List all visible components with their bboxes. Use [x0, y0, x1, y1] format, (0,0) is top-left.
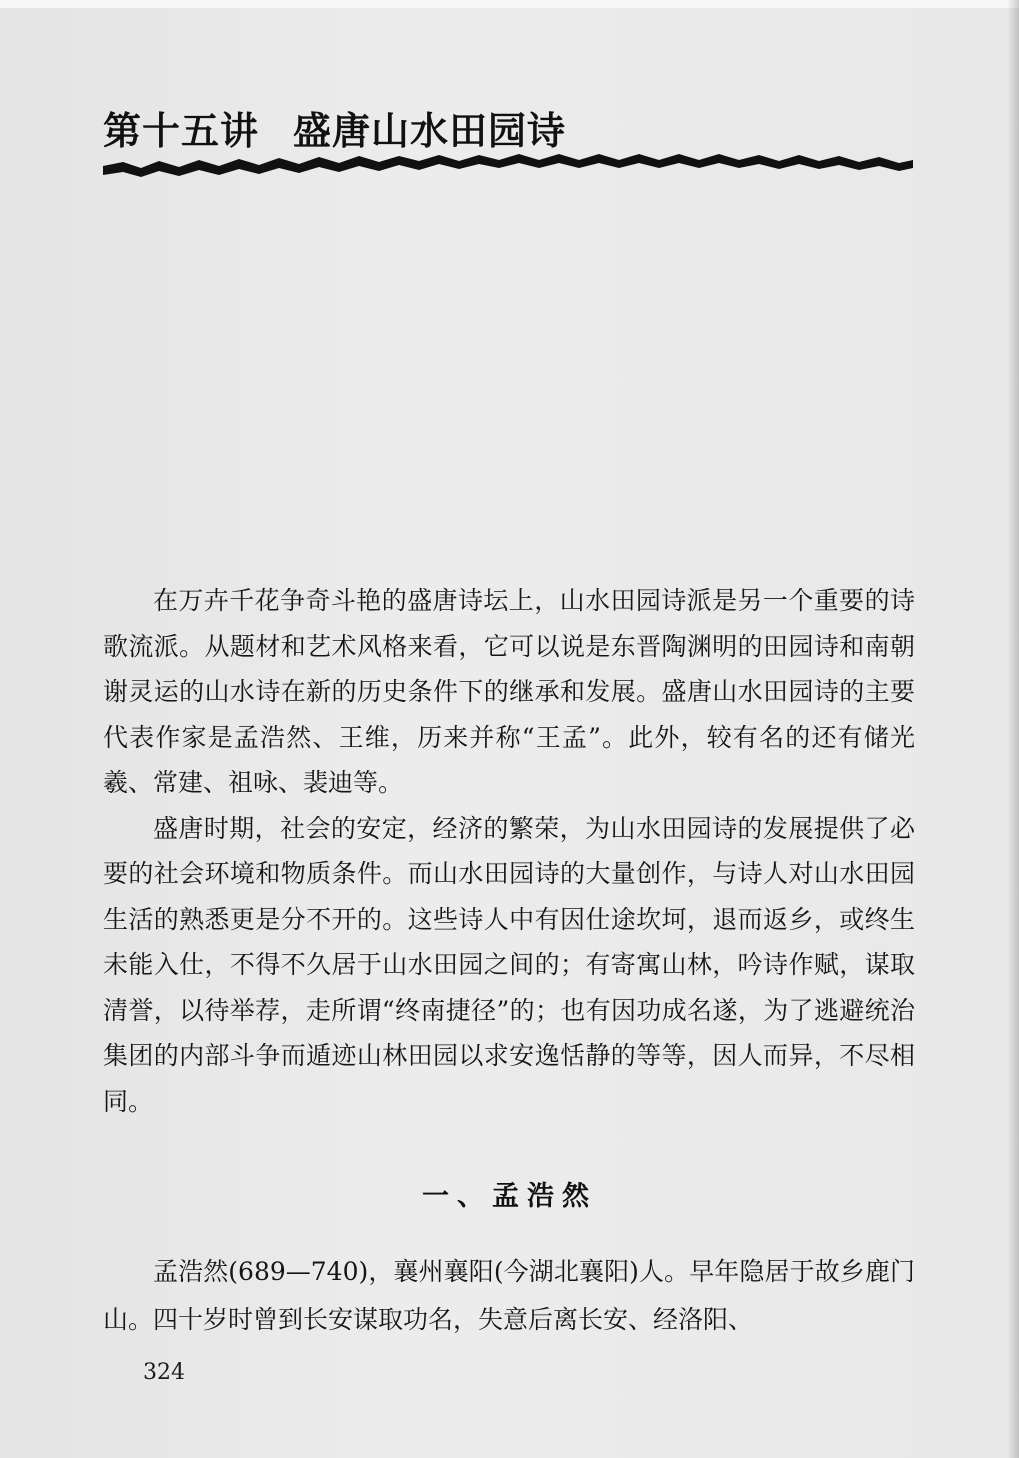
paragraph-1: 在万卉千花争奇斗艳的盛唐诗坛上，山水田园诗派是另一个重要的诗歌流派。从题材和艺术风格来看，它可以说是东晋陶渊明的田园诗和南朝谢灵运的山水诗在新的历史条件下的继承和发展。盛唐山水田园诗的主要代表作家是孟浩然、王维，历来并称“王孟”。此外，较有名的还有储光羲、常建、祖咏、裴迪等。	[103, 586, 915, 797]
intro-text	[103, 578, 915, 1124]
chapter-heading	[103, 100, 566, 155]
paragraph-2: 盛唐时期，社会的安定，经济的繁荣，为山水田园诗的发展提供了必要的社会环境和物质条件。而山水田园诗的大量创作，与诗人对山水田园生活的熟悉更是分不开的。这些诗人中有因仕途坎坷，退而返乡，或终生未能入仕，不得不久居于山水田园之间的；有寄寓山林，吟诗作赋，谋取清誉，以待举荐，走所谓“终南捷径”的；也有因功成名遂，为了逃避统治集团的内部斗争而遁迹山林田园以求安逸恬静的等等，因人而异，不尽相同。	[103, 813, 915, 1116]
page-gutter-shadow	[1007, 0, 1019, 1458]
chapter-zigzag-rule	[103, 152, 913, 186]
page-number: 324	[143, 1360, 185, 1385]
section-paragraph-1: 孟浩然(689—740)，襄州襄阳(今湖北襄阳)人。早年隐居于故乡鹿门山。四十岁时曾到长安谋取功名，失意后离长安、经洛阳、	[103, 1257, 915, 1334]
section-text	[103, 1248, 915, 1344]
chapter-title: 盛唐山水田园诗	[293, 109, 567, 153]
section-heading: 一、孟浩然	[422, 1181, 597, 1212]
chapter-number: 第十五讲	[103, 109, 260, 153]
page-top-edge	[0, 0, 1019, 8]
